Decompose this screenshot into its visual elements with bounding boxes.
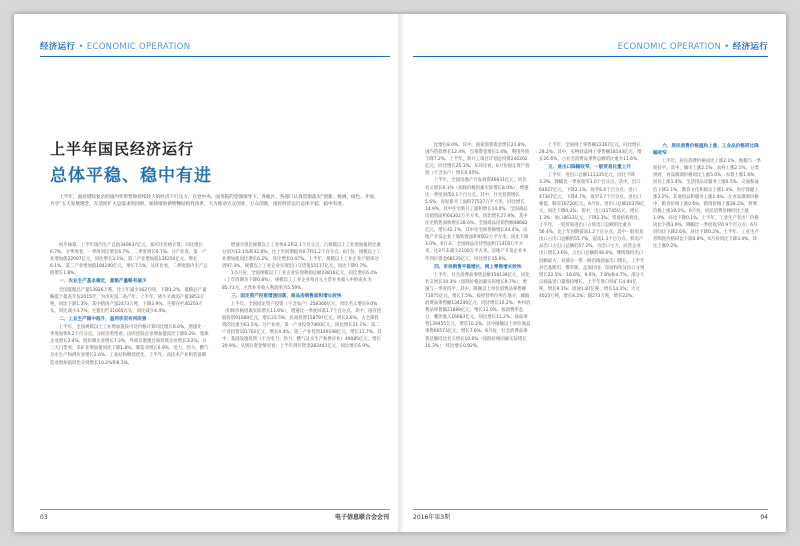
body-paragraph: 增速分别比规模以上工业快4.2和2.1个百分点，占规模以上工业增加值的比重分别为12.1%和32.6%，比上年同期提高0.7和1.2个百分点。6月份，规模以上工业增加值同比增长6.2%，环比增长0.47%。上半年，规模以上工业企业产销率达到97.3%。规模以上工业企业实现出口交货值55117亿元，同比下降0.7%。 [222, 243, 381, 270]
magazine-spread [14, 14, 786, 532]
body-paragraph: 1-5月份，全国规模以上工业企业实现利润总额23816亿元，同比增长6.4%（上年同期为下降0.8%）。规模以上工业企业每百元主营业务收入中的成本为85.73元，主营业务收入利润率为5.59%。 [222, 271, 378, 291]
body-paragraph: 上半年，居民消费价格同比上涨2.1%，涨幅与一季度持平。其中，城市上涨2.1%，农村上涨2.1%。分类别看，食品烟酒价格同比上涨5.0%，衣着上涨1.6%，居住上涨1.4%，生活用品及服务上涨0.5%，交通和通信下降2.1%，教育文化和娱乐上涨1.3%，医疗保健上涨3.2%，其他用品和服务上涨1.4%。在食品烟酒价格中，粮食价格上涨0.6%，猪肉价格上涨28.2%，鲜菜价格上涨18.2%。6月份，居民消费价格同比上涨1.9%，环比下降0.1%。上半年，工业生产者出厂价格同比下降3.9%，降幅比一季度收窄0.9个百分点；6月份同比下降2.6%，环比下降0.2%。上半年，工业生产者购进价格同比下降4.8%，6月份同比下降3.4%，环比上涨0.2%。 [653, 159, 761, 250]
lead-text: 上半年，面对错综复杂的国内外形势和持续较大的经济下行压力，在党中央、国务院的坚强领导下，各地区、各部门认真贯彻落实“创新、协调、绿色、开放、共享”五大发展理念，在适度扩大总需求的同时，加快推进供给侧结构性改革，大力推动大众创业、万众创新，国民经济运行总体平稳、稳中有进。 [50, 195, 379, 208]
article-title-block [50, 138, 212, 186]
running-head-en: ECONOMIC OPERATION • [617, 42, 730, 52]
section-heading: 三、固定资产投资增速回落，商品房销售面积增长较快 [231, 293, 342, 299]
text-column [222, 242, 382, 502]
page-number: 04 [760, 514, 768, 521]
issue-number: 2016年第3期 [413, 514, 451, 521]
section-heading: 四、市场销售平稳增长，网上零售增长较快 [434, 264, 522, 270]
right-page [401, 14, 786, 532]
header-rule [40, 56, 390, 57]
text-column [653, 142, 761, 502]
body-paragraph: 上半年，全国网上零售额22367亿元，同比增长28.2%。其中，实物商品网上零售额18143亿元，增长26.6%，占社会消费品零售总额的比重为11.6%。 [539, 143, 642, 163]
article-subtitle: 总体平稳、稳中有进 [50, 166, 212, 186]
body-paragraph: 上半年，进出口总额111335亿元，同比下降3.3%，降幅比一季度收窄3.0个百分点。其中，出口64027亿元，下降2.1%，收窄6.6个百分点；进口47307亿元，下降4.7%，收窄3.7个百分点。进出口相抵，顺差16720亿元。6月份，进出口总额20378亿元，同比下降0.3%；其中，出口11745亿元，增长1.3%；进口8633亿元，下降2.3%。贸易结构优化，上半年，一般贸易进出口占进出口总额的比重为56.4%，比上年同期提高1.2个百分点。其中一般贸易出口占出口总额的55.7%，提高1.3个百分点。机电产品出口占出口总额的57.2%。为出口主力，民营企业出口增长3.6%，占出口总额的46.6%。继续保持出口份额最大，对部分一带一路沿线国家出口增长。上半年对巴基斯坦、俄罗斯、孟加拉国、印度和埃及出口分别增长22.5%、16.6%、9.0%、7.8%和4.7%。部分大宗商品进口量保持增长，上半年进口铁矿石4.94亿吨，增长9.1%；原油1.87亿吨，增长14.2%；大豆4025万吨，增长8.2%；铜273万吨，增长22%。 [539, 173, 645, 299]
body-paragraph: 上半年，全国房地产开发投资46631亿元，同比名义增长6.1%（扣除价格因素实际增长8.0%），增速比一季度回落0.1个百分点。其中，住宅投资增长5.6%。房屋新开工面积77537万平方米，同比增长14.9%。其中住宅新开工面积增长14.0%。全国商品房销售面积64302万平方米，同比增长27.9%，其中住宅销售面积增长28.6%。全国商品房销售额48682亿元，增长42.1%，其中住宅销售额增长44.4%。房地产开发企业土地购置面积9502万平方米，同比下降3.0%。6月末，全国商品房待售面积71416万平方米，比3月末减少2100万平方米。房地产开发企业本年到位资金68135亿元，同比增长15.6%。 [425, 178, 529, 262]
running-head-cn: 经济运行 [732, 42, 768, 52]
article-title: 上半年国民经济运行 [50, 140, 195, 158]
body-paragraph: 上半年，全国规模以上工业增加值按可比价格计算同比增长6.0%，增速比一季度加快0.2个百分点。分经济类型看，国有控股企业增加值同比下降0.2%，集体企业增长2.4%，股份制企业增长7.3%，外商及港澳台商投资企业增长3.2%。分三大门类看，采矿业增加值同比下降1.8%，制造业增长6.9%，电力、热力、燃气及水生产和供应业增长2.6%。工业结构继续优化，上半年，高技术产业和装备制造业增加值同比分别增长10.2%和8.1%。 [50, 325, 209, 366]
text-column [50, 242, 210, 502]
body-paragraph: 比增长8.0%。其中，国家预算资金增长21.8%，国内贷款增长12.4%，自筹资金增长1.4%，利用外资下降7.2%。上半年，新开工项目计划总投资240202亿元，同比增长25.1%。从环比看，6月份固定资产投资（不含农户）增长0.45%。 [425, 143, 530, 177]
publication-name: 电子信息联合会会刊 [334, 514, 389, 521]
footer-rule [40, 509, 390, 510]
left-page [14, 14, 401, 532]
body-paragraph: 上半年，社会消费品零售总额156138亿元，同比名义增长10.3%（扣除价格因素实际增长9.7%），增速与一季度持平。其中，限额以上单位消费品零售额71075亿元，增长7.5%。按经营单位所在地分，城镇消费品零售额134249亿元，同比增长10.2%；乡村消费品零售额21889亿元，增长11.0%。按消费形态分，餐饮收入16683亿元，同比增长11.2%；商品零售139455亿元，增长10.2%。其中限额以上单位商品零售66573亿元，增长7.6%。6月份，社会消费品零售总额同比名义增长10.6%（扣除价格因素实际增长10.3%），环比增长0.92%。 [425, 272, 531, 349]
running-head-en: • ECONOMIC OPERATION [78, 42, 191, 52]
body-paragraph: 初步核算，上半年国内生产总值340637亿元，按可比价格计算，同比增长6.7%，分季度看，一季度同比增长6.7%，二季度增长6.7%。分产业看，第一产业增加值22097亿元，同比增长3.1%；第二产业增加值134250亿元，增长6.1%；第三产业增加值184290亿元，增长7.5%。从环比看，二季度国内生产总值增长1.8%。 [50, 243, 208, 277]
lead-paragraph [50, 194, 380, 209]
running-head [618, 40, 768, 52]
section-heading: 一、农业生产基本稳定，夏粮产量略有减少 [59, 279, 147, 285]
body-paragraph: 上半年，全国固定资产投资（不含农户）258360亿元，同比名义增长9.0%（扣除价格因素实际增长11.0%），增速比一季度回落1.7个百分点。其中，国有控股投资91089亿元，增长23.5%；民间投资158797亿元，增长2.8%，占全部投资的比重为61.5%。分产业看，第一产业投资7460亿元，同比增长21.1%；第二产业投资101702亿元，增长4.4%；第三产业投资149198亿元，增长11.7%。其中，基础设施投资（不含电力、热力、燃气及水生产和供应业）49085亿元，增长20.9%。从到位资金情况看，上半年到位资金282443亿元，同比增长6.9%。 [222, 301, 382, 350]
body-paragraph: 全国夏粮总产量13926万吨，比上年减少162万吨，下降1.2%。夏粮总产量略低于最高年份2015年，为历史第二高产年。上半年，猪牛羊禽肉产量3853万吨，同比下降1.3%，其中猪肉产量2473万吨，下降3.9%。生猪存栏40203万头，同比减少3.7%；生猪出栏31665万头，同比减少4.4%。 [50, 287, 207, 314]
text-column [425, 142, 531, 502]
section-heading: 二、工业生产稳中趋升，盈利状况有所改善 [59, 316, 147, 322]
footer-rule [413, 509, 768, 510]
section-heading: 六、居民消费价格温和上涨，工业品价格同比降幅收窄 [653, 144, 759, 157]
page-number: 03 [40, 514, 48, 521]
running-head [40, 40, 190, 52]
section-heading: 五、进出口降幅收窄，一般贸易比重上升 [548, 165, 631, 171]
header-rule [413, 56, 768, 57]
running-head-cn: 经济运行 [40, 42, 76, 52]
text-column [539, 142, 645, 502]
